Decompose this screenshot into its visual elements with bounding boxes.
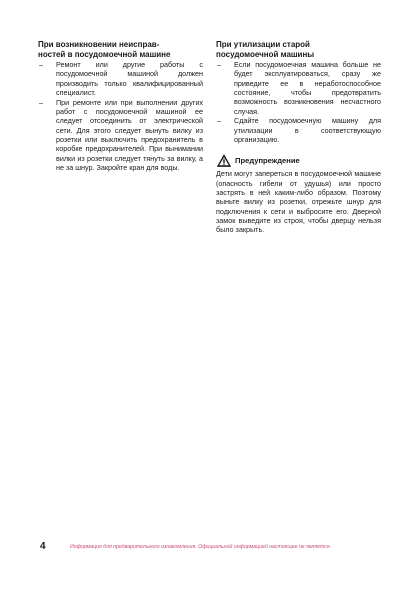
right-column — [216, 40, 381, 234]
left-heading — [38, 40, 203, 59]
list-item-text: Если посудомоечная машина больше не будет эксплуатироваться, сразу же приведите ее в неработоспособное состояние, чтобы предотвратить возможность возникновения несчастного случая. — [234, 60, 381, 116]
footer-note: Информация для предварительного ознакомления. Официальной информацией настоящее не является. — [70, 544, 332, 550]
right-heading — [216, 40, 381, 59]
list-item-text: При ремонте или при выполнении других работ с посудомоечной машиной ее следует отсоединить от электрической сети. Для этого следует вынуть вилку из розетки или выключить предохранитель в коробке предохранителей. При вынимании вилки из розетки следует тянуть за вилку, а не за шнур. Закройте кран для воды. — [56, 97, 203, 172]
list-item-text: Ремонт или другие работы с посудомоечной машиной должен производить только квалифицированный специалист. — [56, 60, 203, 98]
warning-text: Дети могут запереться в посудомоечной машине (опасность гибели от удушья) или просто застрять в ней каким-либо образом. Поэтому выньте вилку из розетки, отрежьте шнур для подключения к сети и выбросите его. Дверной замок выведите из строя, чтобы дверцу нельзя было закрыть. — [216, 169, 381, 235]
warning-block — [216, 152, 381, 234]
right-item-list — [216, 60, 381, 144]
warning-title: Предупреждение — [235, 155, 300, 165]
page-number: 4 — [40, 541, 46, 552]
warning-header — [216, 152, 381, 168]
right-heading-line: посудомоечной машины — [216, 49, 315, 59]
left-heading-line: ностей в посудомоечной машине — [38, 49, 171, 59]
left-column — [38, 40, 203, 173]
list-item: – При ремонте или при выполнении других работ с посудомоечной машиной ее следует отсоединить от электрической сети. Для этого следует вынуть вилку из розетки или выключить предохранитель в коробке предохранителей. При вынимании вилки из розетки следует тянуть за вилку, а не за шнур. Закройте кран для воды. — [39, 97, 203, 172]
left-item-list — [38, 60, 203, 172]
list-item-text: Сдайте посудомоечную машину для утилизации в соответствующую организацию. — [234, 116, 381, 145]
left-heading-line: При возникновении неисправ- — [38, 40, 160, 49]
list-item: – Если посудомоечная машина больше не будет эксплуатироваться, сразу же приведите ее в неработоспособное состояние, чтобы предотвратить возможность возникновения несчастного случая. — [217, 60, 381, 116]
list-item: – Ремонт или другие работы с посудомоечной машиной должен производить только квалифицированный специалист. — [39, 60, 203, 98]
right-heading-line: При утилизации старой — [216, 40, 310, 49]
list-item: – Сдайте посудомоечную машину для утилизации в соответствующую организацию. — [217, 116, 381, 145]
warning-triangle-icon — [216, 153, 232, 168]
